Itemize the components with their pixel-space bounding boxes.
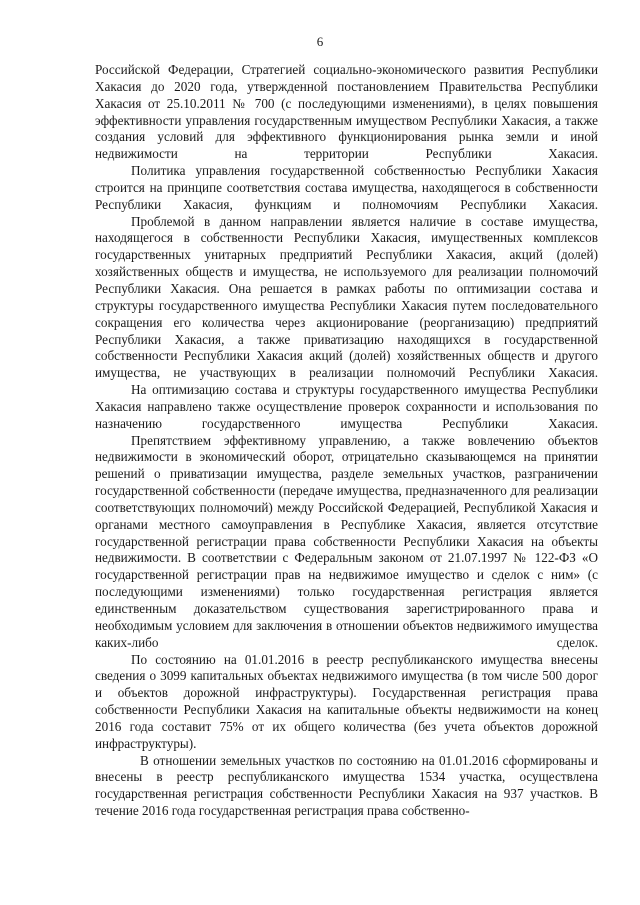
paragraph-strategy: Российской Федерации, Стратегией социально-экономического развития Республики Хакасия до 2020 года, утвержденной постановлением Правительства Республики Хакасия от 25.10.2011 № 700 (с последующими изменениями), в целях повышения эффективности управления государственным имуществом Республики Хакасия, а также создания условий для эффективного функционирования рынка земли и иной недвижимости на территории Республики Хакасия.: [95, 62, 598, 162]
paragraph-land-plots: В отношении земельных участков по состоянию на 01.01.2016 сформированы и внесены в реестр республиканского имущества 1534 участка, осуществлена государственная регистрация собственности Республики Хакасия на 937 участков. В течение 2016 года государственная регистрация права собственно-: [95, 752, 598, 819]
paragraph-policy: Политика управления государственной собственностью Республики Хакасия строится на принципе соответствия состава имущества, находящегося в собственности Республики Хакасия, функциям и полномочиям Республики Хакасия.: [95, 163, 598, 212]
page-number: 6: [316, 34, 324, 49]
document-body: [95, 62, 598, 820]
paragraph-registration-obstacle: Препятствием эффективному управлению, а также вовлечению объектов недвижимости в экономический оборот, отрицательно сказывающемся на принятии решений о приватизации имущества, разделе земельных участков, разграничении государственной собственности (передаче имущества, предназначенного для реализации соответствующих полномочий) между Российской Федерацией, Республикой Хакасия и органами местного самоуправления в Республике Хакасия, является отсутствие государственной регистрации права собственности Республики Хакасия на объекты недвижимости. В соответствии с Федеральным законом от 21.07.1997 № 122-ФЗ «О государственной регистрации прав на недвижимое имущество и сделок с ним» (с последующими изменениями) только государственная регистрация является единственным доказательством существования зарегистрированного права и необходимым условием для заключения в отношении объектов недвижимого имущества каких-либо сделок.: [95, 432, 598, 650]
paragraph-optimization: На оптимизацию состава и структуры государственного имущества Республики Хакасия направлено также осуществление проверок сохранности и использования по назначению государственного имущества Республики Хакасия.: [95, 382, 598, 431]
paragraph-problem: Проблемой в данном направлении является наличие в составе имущества, находящегося в собственности Республики Хакасия, имущественных комплексов государственных унитарных предприятий Республики Хакасия, акций (долей) хозяйственных обществ и имущества, не используемого для реализации полномочий Республики Хакасия. Она решается в рамках работы по оптимизации состава и структуры государственного имущества Республики Хакасия путем последовательного сокращения его количества через акционирование (реорганизацию) предприятий Республики Хакасия, а также приватизацию находящихся в государственной собственности Республики Хакасия акций (долей) хозяйственных обществ и другого имущества, не участвующих в реализации полномочий Республики Хакасия.: [95, 213, 598, 381]
paragraph-registry-status: По состоянию на 01.01.2016 в реестр республиканского имущества внесены сведения о 3099 капитальных объектах недвижимого имущества (в том числе 500 дорог и объектов дорожной инфраструктуры). Государственная регистрация права собственности Республики Хакасия на капитальные объекты недвижимости на конец 2016 года составит 75% от их общего количества (без учета объектов дорожной инфраструктуры).: [95, 651, 598, 751]
